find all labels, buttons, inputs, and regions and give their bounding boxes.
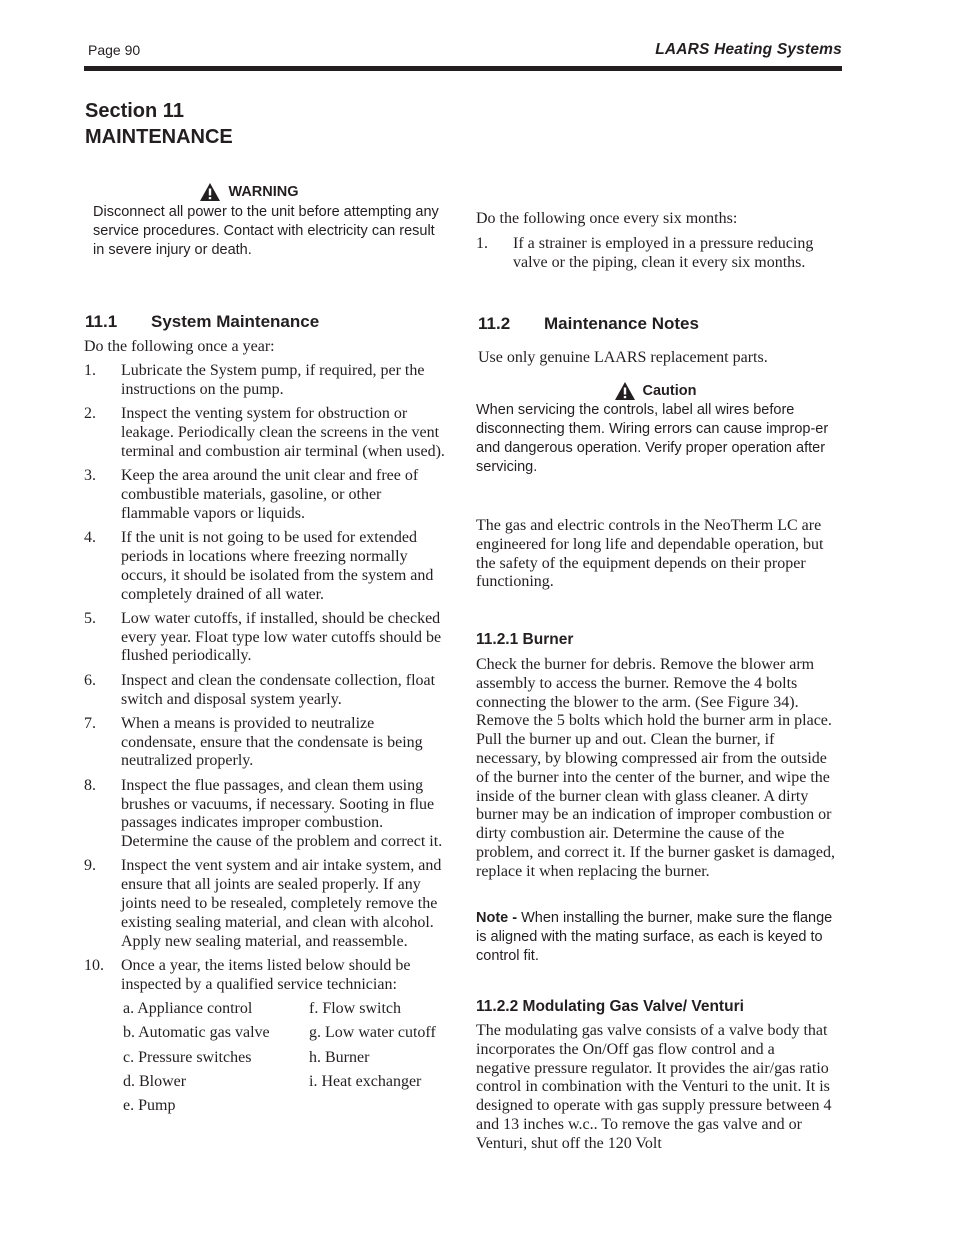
system-maintenance-body — [84, 338, 450, 1116]
warning-box — [93, 182, 445, 260]
caution-box — [476, 381, 844, 477]
note-text: When installing the burner, make sure the flange is aligned with the mating surface, as each is keyed to control fit. — [476, 910, 833, 964]
list-item: 8. Inspect the flue passages, and clean them using brushes or vacuums, if necessary. Sooting in flue passages indicates improper combustion. Determine the cause of the problem and correct it. — [84, 776, 443, 851]
inspection-item: g. Low water cutoff — [309, 1024, 436, 1042]
controls-paragraph: The gas and electric controls in the NeoTherm LC are engineered for long life and dependable operation, but the safety of the equipment depends on their proper functioning. — [476, 517, 824, 591]
list-item: 1. Lubricate the System pump, if required, per the instructions on the pump. — [84, 362, 425, 399]
warning-text: Disconnect all power to the unit before attempting any service procedures. Contact with electricity can result in severe injury or death. — [93, 204, 439, 258]
heading-number: 11.1 — [85, 312, 118, 331]
burner-note — [476, 909, 840, 966]
inspection-item: d. Blower — [123, 1072, 187, 1090]
warning-title: WARNING — [228, 184, 299, 200]
caution-title: Caution — [642, 383, 697, 399]
gas-valve-heading: 11.2.2 Modulating Gas Valve/ Venturi — [476, 998, 744, 1015]
heading-number: 11.2 — [478, 314, 511, 333]
heading-title: System Maintenance — [151, 312, 320, 331]
replacement-parts-note: Use only genuine LAARS replacement parts. — [478, 349, 768, 366]
page-number: Page 90 — [88, 42, 141, 58]
inspection-item: f. Flow switch — [309, 1000, 401, 1017]
six-month-list — [476, 235, 842, 273]
inspection-items-grid — [123, 1000, 450, 1116]
section-title — [85, 98, 233, 150]
list-item: 10. Once a year, the items listed below should be inspected by a qualified service technician: — [84, 956, 411, 993]
list-item: 9. Inspect the vent system and air intake system, and ensure that all joints are sealed properly. If any joints need to be resealed, completely remove the existing sealing material, and clean with alcohol. Apply new sealing material, and reassemble. — [84, 857, 442, 950]
header-rule — [84, 66, 842, 71]
inspection-item: b. Automatic gas valve — [123, 1024, 270, 1042]
caution-text: When servicing the controls, label all wires before disconnecting them. Wiring errors can cause improp-er and dangerous operation. Verify proper operation after servicing. — [476, 402, 829, 475]
heading-11-2 — [478, 314, 699, 334]
burner-body: Check the burner for debris. Remove the blower arm assembly to access the burner. Remove the 4 bolts connecting the blower to the arm. (See Figure 34). Remove the 5 bolts which hold the burner arm in place. Pull the burner up and out. Clean the burner, if necessary, by blowing compressed air from the outside of the burner into the center of the burner, and wipe the inside of the burner clean with glass cleaner. A dirty burner may be an indication of improper combustion or dirty combustion air. Determine the cause of the problem, and correct it. If the burner gasket is damaged, replace it when replacing the burner. — [476, 656, 835, 880]
list-item: 7. When a means is provided to neutralize condensate, ensure that the condensate is being neutralized properly. — [84, 714, 423, 770]
section-name: MAINTENANCE — [85, 126, 233, 148]
inspection-item: i. Heat exchanger — [309, 1072, 422, 1090]
yearly-intro: Do the following once a year: — [84, 338, 275, 355]
inspection-item: e. Pump — [123, 1097, 176, 1115]
heading-title: Maintenance Notes — [544, 314, 699, 333]
list-item: 1. If a strainer is employed in a pressure reducing valve or the piping, clean it every six months. — [476, 234, 814, 271]
section-number: Section 11 — [85, 100, 184, 122]
list-item: 2. Inspect the venting system for obstruction or leakage. Periodically clean the screens in the vent terminal and combustion air terminal (when used). — [84, 405, 445, 460]
inspection-item: h. Burner — [309, 1048, 370, 1066]
heading-11-1 — [85, 312, 319, 332]
yearly-list — [84, 362, 450, 994]
list-item: 3. Keep the area around the unit clear and free of combustible materials, gasoline, or other flammable vapors or liquids. — [84, 467, 419, 522]
warning-triangle-icon — [199, 182, 221, 202]
gas-valve-body: The modulating gas valve consists of a valve body that incorporates the On/Off gas flow control and a negative pressure regulator. It provides the air/gas ratio control in combination with the Venturi to the unit. It is designed to operate with gas supply pressure between 4 and 13 inches w.c.. To remove the gas valve and or Venturi, shut off the 120 Volt — [476, 1022, 832, 1152]
brand-name: LAARS Heating Systems — [655, 41, 842, 58]
list-item: 5. Low water cutoffs, if installed, should be checked every year. Float type low water cutoffs should be flushed periodically. — [84, 609, 442, 665]
burner-heading: 11.2.1 Burner — [476, 631, 574, 648]
note-label: Note - — [476, 910, 518, 926]
warning-triangle-icon — [614, 381, 636, 401]
list-item: 6. Inspect and clean the condensate collection, float switch and disposal system yearly. — [84, 671, 436, 708]
six-month-block — [476, 210, 842, 278]
inspection-item: a. Appliance control — [123, 1000, 253, 1017]
six-month-intro: Do the following once every six months: — [476, 210, 738, 227]
inspection-item: c. Pressure switches — [123, 1048, 252, 1066]
warning-heading — [93, 182, 445, 202]
caution-heading — [476, 381, 844, 401]
list-item: 4. If the unit is not going to be used for extended periods in locations where freezing normally occurs, it should be isolated from the system and completely drained of all water. — [84, 529, 434, 603]
